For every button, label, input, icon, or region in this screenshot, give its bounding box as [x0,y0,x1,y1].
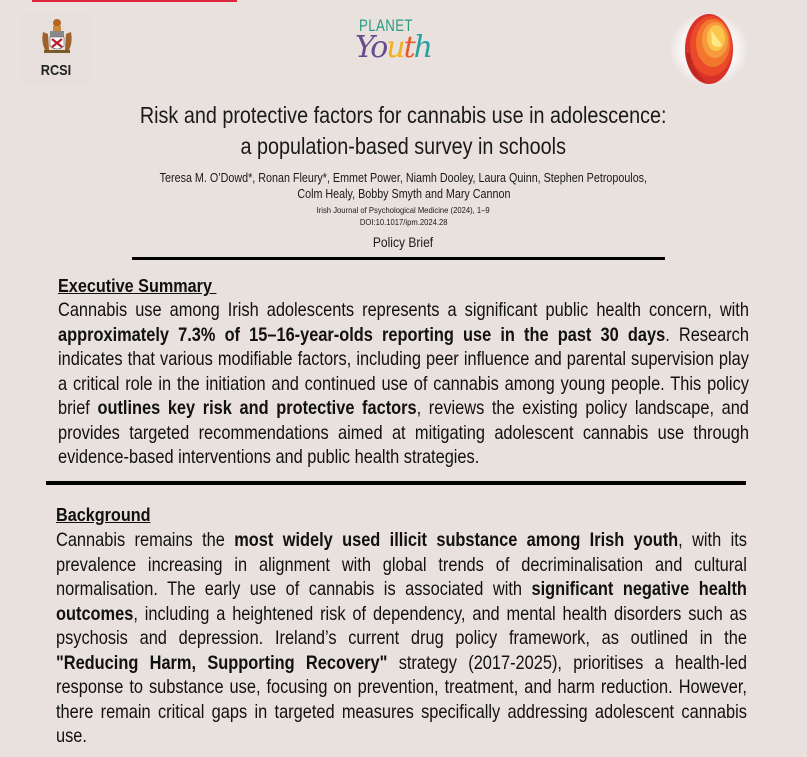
planet-youth-wordmark-top: PLANET [359,16,413,35]
executive-summary-paragraph [58,299,807,471]
sun-logo [668,12,750,87]
background-text [56,529,747,750]
executive-summary-emphasis: outlines key risk and protective factors [97,398,417,419]
background-emphasis: "Reducing Harm, Supporting Recovery" [56,652,388,674]
executive-summary-emphasis: approximately 7.3% of 15–16-year-olds reporting use in the past 30 days [58,324,666,346]
authors-line-1: Teresa M. O’Dowd*, Ronan Fleury*, Emmet Power, Niamh Dooley, Laura Quinn, Stephen Petropoulos, [159,171,648,185]
planet-youth-logo [355,16,455,86]
author-list [0,170,807,202]
section-divider [46,481,746,485]
document-title [0,100,807,162]
header-divider [132,257,665,260]
doi: DOI:10.1017/ipm.2024.28 [359,217,448,227]
rcsi-logo [22,14,90,84]
background-heading: Background [56,505,151,525]
title-line-2: a population-based survey in schools [240,133,567,159]
journal-name: Irish Journal of Psychological Medicine (2024), 1–9 [316,205,491,215]
background-emphasis: significant negative health outcomes [56,579,747,625]
authors-line-2: Colm Healy, Bobby Smyth and Mary Cannon [296,187,511,201]
background-paragraph [56,529,807,750]
executive-summary-text-run: , reviews the existing policy landscape, and provides targeted recommendations aimed at mitigating adolescent cannabis use through evidence-based interventions and public health strategies. [58,398,749,468]
planet-youth-wordmark-script: Youth [355,30,431,65]
coat-of-arms-icon [39,18,75,58]
background-text-run: , with its prevalence increasing in alignment with global trends of decriminalisation and cultural normalisation. The early use of cannabis is associated with [56,530,747,600]
citation [0,204,807,228]
rcsi-logo-text: RCSI [40,62,72,79]
concentric-circle-icon [668,12,750,87]
background-text-run: , including a heightened risk of dependency, and mental health disorders such as psychosis and depression. Ireland’s current drug policy framework, as outlined in the [56,603,747,649]
background-emphasis: most widely used illicit substance among Irish youth [234,530,679,551]
title-line-1: Risk and protective factors for cannabis use in adolescence: [140,102,667,128]
background-text-run: strategy (2017-2025), prioritises a health-led response to substance use, focusing on prevention, treatment, and harm reduction. However, there remain critical gaps in targeted measures specifically addressing adolescent cannabis use. [56,652,747,747]
executive-summary-text-run: . Research indicates that various modifiable factors, including peer influence and parental supervision play a critical role in the initiation and continued use of cannabis among young people. This policy brief [58,324,749,419]
background-text-run: Cannabis remains the [56,530,235,551]
executive-summary-text [58,299,749,471]
executive-summary-heading: Executive Summary [58,276,217,296]
document-type [0,234,807,250]
document-type-label: Policy Brief [373,234,434,250]
header-accent-rule [32,0,237,2]
executive-summary-text-run: Cannabis use among Irish adolescents represents a significant public health concern, with [58,300,749,321]
